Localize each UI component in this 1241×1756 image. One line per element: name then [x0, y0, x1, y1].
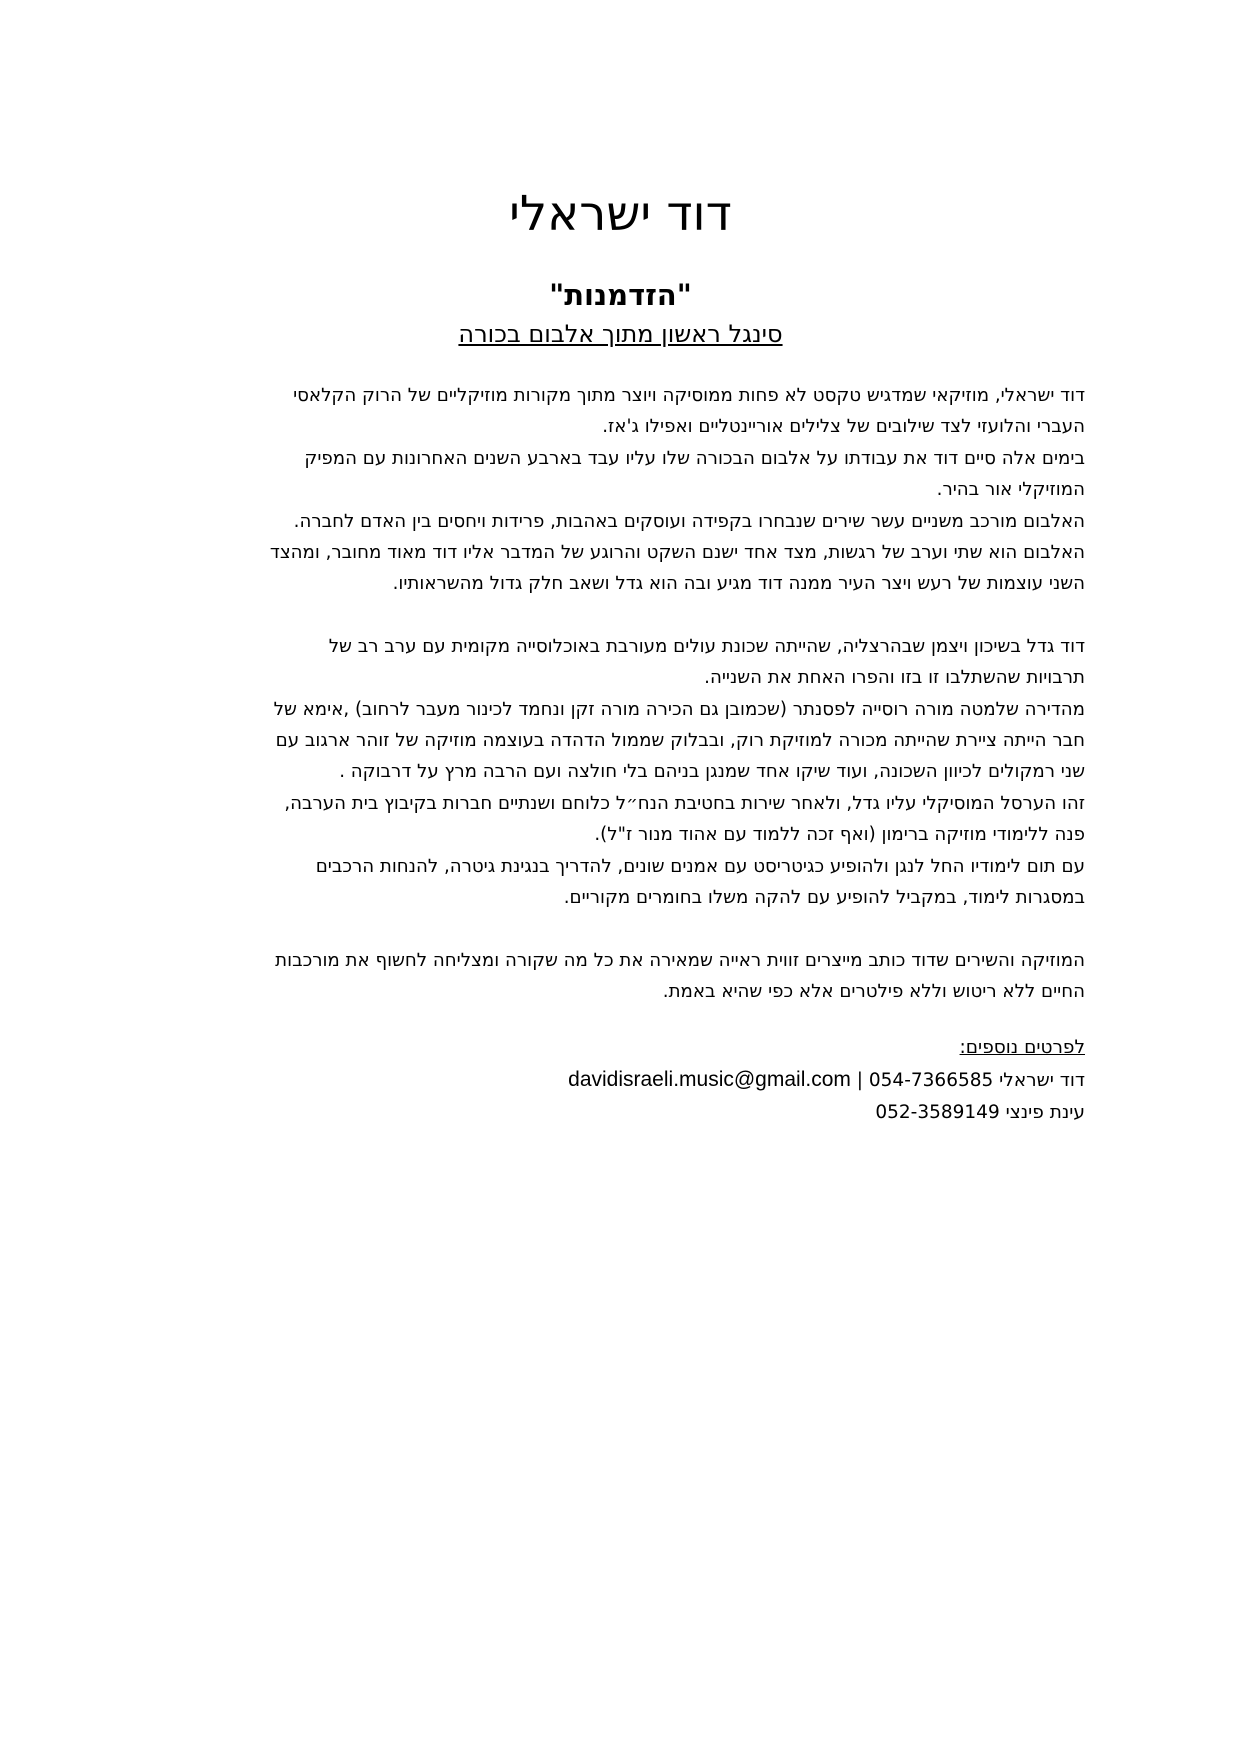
contact-row-manager: עינת פינצי 052-3589149	[875, 1102, 1085, 1123]
text-line: המוזיקה והשירים שדוד כותב מייצרים זווית ראייה שמאירה את כל מה שקורה ומצליחה לחשוף את מורכבות	[275, 949, 1085, 971]
artist-name-phone: דוד ישראלי 054-7366585	[868, 1070, 1085, 1091]
text-line: דוד גדל בשיכון ויצמן שבהרצליה, שהייתה שכונת עולים מעורבת באוכלוסייה מקומית עם ערב רב של	[328, 635, 1085, 657]
artist-name-title: דוד ישראלי	[509, 186, 732, 242]
contact-heading: לפרטים נוספים:	[959, 1037, 1085, 1058]
text-line: בימים אלה סיים דוד את עבודתו על אלבום הבכורה שלו עליו עבד בארבע השנים האחרונות עם המפיק	[304, 447, 1085, 469]
song-title: "הזדמנות"	[549, 278, 692, 312]
text-line: שני רמקולים לכיוון השכונה, ועוד שיקו אחד שמנגן בניהם בלי חולצה ועם הרבה מרץ על דרבוקה .	[339, 761, 1085, 783]
text-line: האלבום מורכב משניים עשר שירים שנבחרו בקפידה ועוסקים באהבות, פרידות ויחסים בין האדם לחברה.	[293, 510, 1085, 532]
text-line: חבר הייתה ציירת שהייתה מכורה למוזיקת רוק, ובבלוק שממול הדהדה בעוצמה מוזיקה של זוהר ארגוב עם	[275, 730, 1085, 752]
text-line: דוד ישראלי, מוזיקאי שמדגיש טקסט לא פחות ממוסיקה ויוצר מתוך מקורות מוזיקליים של הרוק הקלאסי	[293, 385, 1085, 406]
bio-text	[150, 380, 1085, 1038]
text-line: זהו הערסל המוסיקלי עליו גדל, ולאחר שירות בחטיבת הנח״ל כלוחם ושנתיים חברות בקיבוץ בית הערבה,	[284, 792, 1085, 814]
text-line: העברי והלועזי לצד שילובים של צלילים אוריינטליים ואפילו ג'אז.	[602, 416, 1085, 438]
bio-paragraph-3	[150, 945, 1085, 1008]
separator: |	[856, 1070, 863, 1091]
text-line: האלבום הוא שתי וערב של רגשות, מצד אחד ישנם השקט והרוגע של המדבר אליו דוד מאוד מחובר, ומהצד	[269, 542, 1085, 564]
bio-paragraph-2	[150, 631, 1085, 914]
text-line: עם תום לימודיו החל לנגן ולהופיע כגיטריסט עם אמנים שונים, להדריך בנגינת גיטרה, להנחות הרכבים	[315, 855, 1085, 877]
text-line: תרבויות שהשתלבו זו בזו והפרו האחת את השנייה.	[704, 667, 1085, 689]
single-subtitle: סינגל ראשון מתוך אלבום בכורה	[458, 320, 783, 348]
text-line: מהדירה שלמטה מורה רוסייה לפסנתר (שכמובן גם הכירה מורה זקן ונחמד לכינור מעבר לרחוב) ,אימא של	[273, 698, 1085, 720]
text-line: במסגרות לימוד, במקביל להופיע עם להקה משלו בחומרים מקוריים.	[563, 887, 1085, 909]
text-line: החיים ללא ריטוש וללא פילטרים אלא כפי שהיא באמת.	[662, 980, 1085, 1002]
email-link[interactable]: davidisraeli.music@gmail.com	[568, 1068, 851, 1091]
text-line: פנה ללימודי מוזיקה ברימון (ואף זכה ללמוד עם אהוד מנור ז"ל).	[594, 824, 1085, 846]
contact-row-artist	[150, 1064, 1085, 1097]
contact-section	[150, 1032, 1085, 1129]
text-line: המוזיקלי אור בהיר.	[936, 479, 1085, 501]
bio-paragraph-1	[150, 380, 1085, 600]
text-line: השני עוצמות של רעש ויצר העיר ממנה דוד מגיע ובה הוא גדל ושאב חלק גדול מהשראותיו.	[392, 573, 1085, 595]
